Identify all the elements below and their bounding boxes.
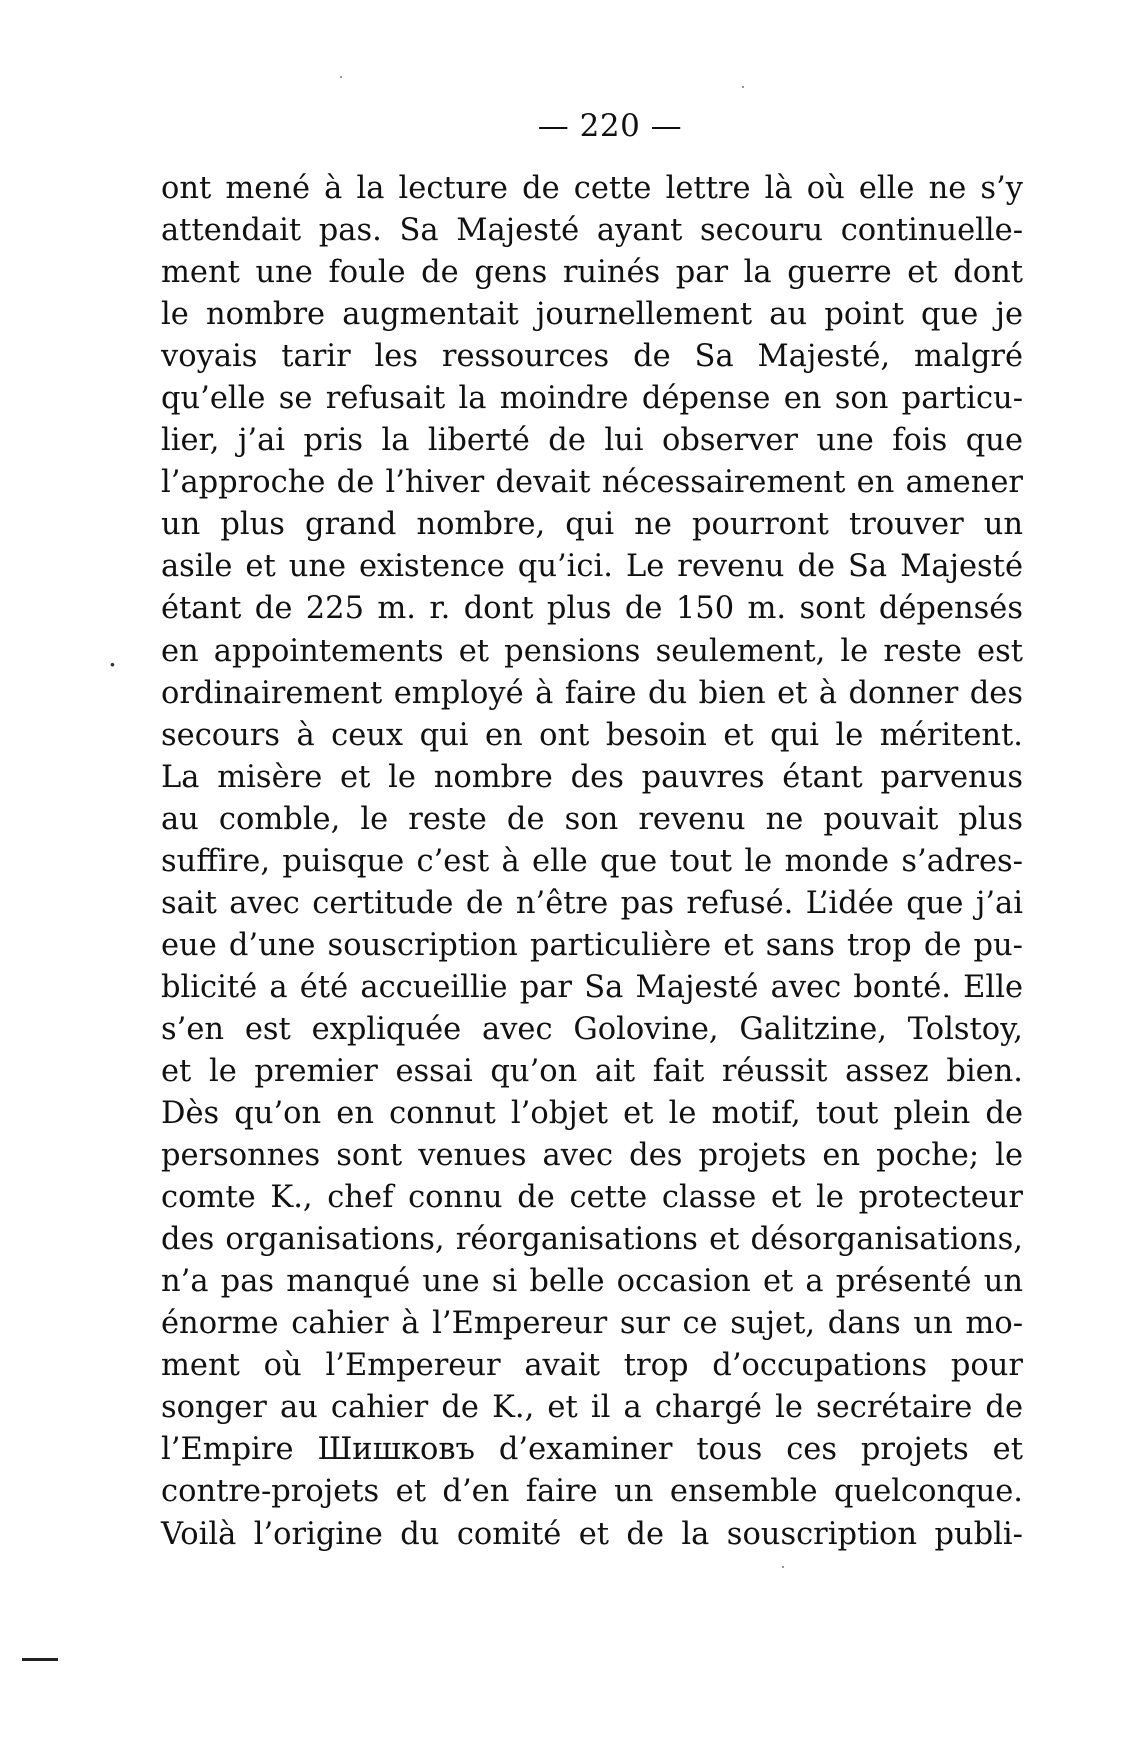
page-number: — 220 — <box>537 108 683 144</box>
scan-speck <box>340 76 342 78</box>
text-line: suffire, puisque c’est à elle que tout le monde s’adres- <box>161 843 1023 879</box>
text-line: l’Empire Шишковъ d’examiner tous ces projets et <box>161 1432 1023 1468</box>
margin-mark: . <box>108 640 117 673</box>
text-line: secours à ceux qui en ont besoin et qui le méritent. <box>161 717 1023 753</box>
text-line: s’en est expliquée avec Golovine, Galitzine, Tolstoy, <box>161 1011 1023 1047</box>
text-line: blicité a été accueillie par Sa Majesté avec bonté. Elle <box>161 969 1023 1005</box>
text-line: La misère et le nombre des pauvres étant parvenus <box>161 759 1023 795</box>
footer-rule <box>22 1658 58 1661</box>
text-line: eue d’une souscription particulière et sans trop de pu- <box>161 927 1023 963</box>
text-line: un plus grand nombre, qui ne pourront trouver un <box>161 507 1023 543</box>
text-line: asile et une existence qu’ici. Le revenu de Sa Majesté <box>161 549 1023 585</box>
text-line: contre-projets et d’en faire un ensemble quelconque. <box>161 1474 1023 1510</box>
text-line: qu’elle se refusait la moindre dépense en son particu- <box>161 381 1023 417</box>
text-line: ment une foule de gens ruinés par la guerre et dont <box>161 255 1023 291</box>
text-line: lier, j’ai pris la liberté de lui observer une fois que <box>161 423 1023 459</box>
text-line: n’a pas manqué une si belle occasion et a présenté un <box>161 1264 1023 1300</box>
text-line: voyais tarir les ressources de Sa Majesté, malgré <box>161 339 1023 375</box>
text-line: le nombre augmentait journellement au point que je <box>161 297 1023 333</box>
text-line: au comble, le reste de son revenu ne pouvait plus <box>161 801 1023 837</box>
text-line: ordinairement employé à faire du bien et à donner des <box>161 675 1023 711</box>
text-line: Dès qu’on en connut l’objet et le motif, tout plein de <box>161 1096 1023 1132</box>
text-line: ont mené à la lecture de cette lettre là où elle ne s’y <box>161 171 1023 206</box>
text-line: l’approche de l’hiver devait nécessairement en amener <box>161 465 1023 501</box>
text-line: songer au cahier de K., et il a chargé le secrétaire de <box>161 1390 1023 1426</box>
text-line: des organisations, réorganisations et désorganisations, <box>161 1222 1023 1258</box>
body-text <box>161 168 1023 1556</box>
scan-speck <box>742 86 744 88</box>
text-line: et le premier essai qu’on ait fait réussit assez bien. <box>161 1053 1023 1089</box>
text-line: ment où l’Empereur avait trop d’occupations pour <box>161 1348 1023 1384</box>
text-line: en appointements et pensions seulement, le reste est <box>161 633 1023 669</box>
text-line: comte K., chef connu de cette classe et le protecteur <box>161 1180 1023 1216</box>
text-line: sait avec certitude de n’être pas refusé. L’idée que j’ai <box>161 885 1023 921</box>
text-line: étant de 225 m. r. dont plus de 150 m. sont dépensés <box>161 591 1023 627</box>
text-line: personnes sont venues avec des projets en poche; le <box>161 1138 1023 1174</box>
text-line: énorme cahier à l’Empereur sur ce sujet, dans un mo- <box>161 1306 1023 1342</box>
text-line: Voilà l’origine du comité et de la souscription publi- <box>161 1516 1023 1552</box>
text-line: attendait pas. Sa Majesté ayant secouru continuelle- <box>161 213 1023 249</box>
scan-speck <box>782 1566 784 1568</box>
